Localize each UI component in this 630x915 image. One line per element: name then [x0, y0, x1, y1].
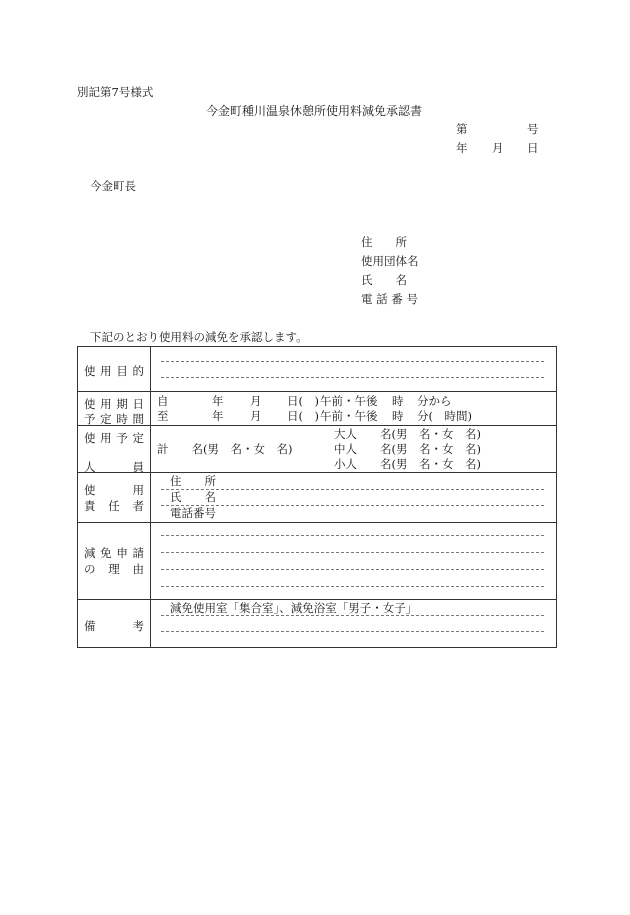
persons-middle: 中人 名(男 名・女 名)	[334, 442, 481, 456]
intro-text: 下記のとおり使用料の減免を承認します。	[90, 330, 308, 344]
period-to-ampm: 午前・午後	[320, 409, 378, 423]
period-from-label: 自	[157, 394, 169, 408]
doc-number-prefix: 第	[456, 122, 468, 136]
label-manager-line1: 使 用	[84, 483, 144, 497]
period-to-month: 月	[250, 409, 262, 423]
date-year: 年	[456, 141, 468, 155]
label-persons-line2: 人 員	[84, 460, 144, 474]
label-reason	[78, 523, 151, 600]
label-reason-line2: の 理 由	[84, 562, 144, 576]
period-from-year: 年	[212, 394, 224, 408]
reason-field[interactable]	[151, 523, 557, 600]
period-from-ampm: 午前・午後	[320, 394, 378, 408]
period-from-minute: 分から	[417, 394, 452, 408]
label-manager-line2: 責 任 者	[84, 499, 144, 513]
label-period-line1: 使 用 期 日	[84, 397, 144, 411]
period-to-minute: 分( 時間)	[417, 409, 472, 423]
approval-form-table	[77, 346, 557, 648]
manager-name-label: 氏 名	[170, 490, 216, 504]
row-reason	[78, 523, 557, 600]
period-from-hour: 時	[392, 394, 404, 408]
label-remarks-text: 備 考	[84, 619, 144, 633]
manager-address-label: 住 所	[170, 474, 216, 488]
label-purpose-text: 使 用 目 的	[84, 364, 144, 378]
label-period-line2: 予 定 時 間	[84, 412, 144, 426]
applicant-group-label: 使用団体名	[361, 254, 419, 268]
persons-total: 計 名(男 名・女 名)	[157, 442, 293, 456]
row-period	[78, 392, 557, 426]
dashed-line	[161, 535, 544, 536]
label-manager	[78, 473, 151, 523]
applicant-name-label: 氏 名	[361, 273, 407, 287]
label-period	[78, 392, 151, 426]
label-persons	[78, 426, 151, 473]
label-reason-line1: 減 免 申 請	[84, 546, 144, 560]
dashed-line	[161, 505, 544, 506]
document-title: 今金町種川温泉休憩所使用料減免承認書	[206, 104, 423, 118]
applicant-phone-label: 電 話 番 号	[361, 292, 418, 306]
dashed-line	[161, 377, 544, 378]
persons-child: 小人 名(男 名・女 名)	[334, 457, 481, 471]
period-to-label: 至	[157, 409, 169, 423]
form-number: 別記第7号様式	[77, 85, 154, 99]
remarks-field[interactable]	[151, 600, 557, 648]
dashed-line	[161, 631, 544, 632]
remarks-text: 減免使用室「集合室」、減免浴室「男子・女子」	[170, 601, 418, 615]
date-day: 日	[527, 141, 539, 155]
manager-field[interactable]	[151, 473, 557, 523]
label-persons-line1: 使 用 予 定	[84, 431, 144, 445]
persons-field[interactable]	[151, 426, 557, 473]
period-field[interactable]	[151, 392, 557, 426]
purpose-field[interactable]	[151, 347, 557, 392]
dashed-line	[161, 615, 544, 616]
dashed-line	[161, 489, 544, 490]
date-month: 月	[492, 141, 504, 155]
period-to-year: 年	[212, 409, 224, 423]
addressee: 今金町長	[90, 179, 136, 193]
manager-phone-label: 電話番号	[170, 506, 216, 520]
doc-number-suffix: 号	[527, 122, 539, 136]
dashed-line	[161, 569, 544, 570]
row-persons	[78, 426, 557, 473]
label-remarks	[78, 600, 151, 648]
persons-adult: 大人 名(男 名・女 名)	[334, 427, 481, 441]
dashed-line	[161, 586, 544, 587]
period-from-day: 日( )	[287, 394, 319, 408]
applicant-address-label: 住 所	[361, 235, 407, 249]
row-remarks	[78, 600, 557, 648]
row-manager	[78, 473, 557, 523]
period-to-day: 日( )	[287, 409, 319, 423]
period-from-month: 月	[250, 394, 262, 408]
row-purpose	[78, 347, 557, 392]
period-to-hour: 時	[392, 409, 404, 423]
label-purpose	[78, 347, 151, 392]
dashed-line	[161, 361, 544, 362]
dashed-line	[161, 552, 544, 553]
